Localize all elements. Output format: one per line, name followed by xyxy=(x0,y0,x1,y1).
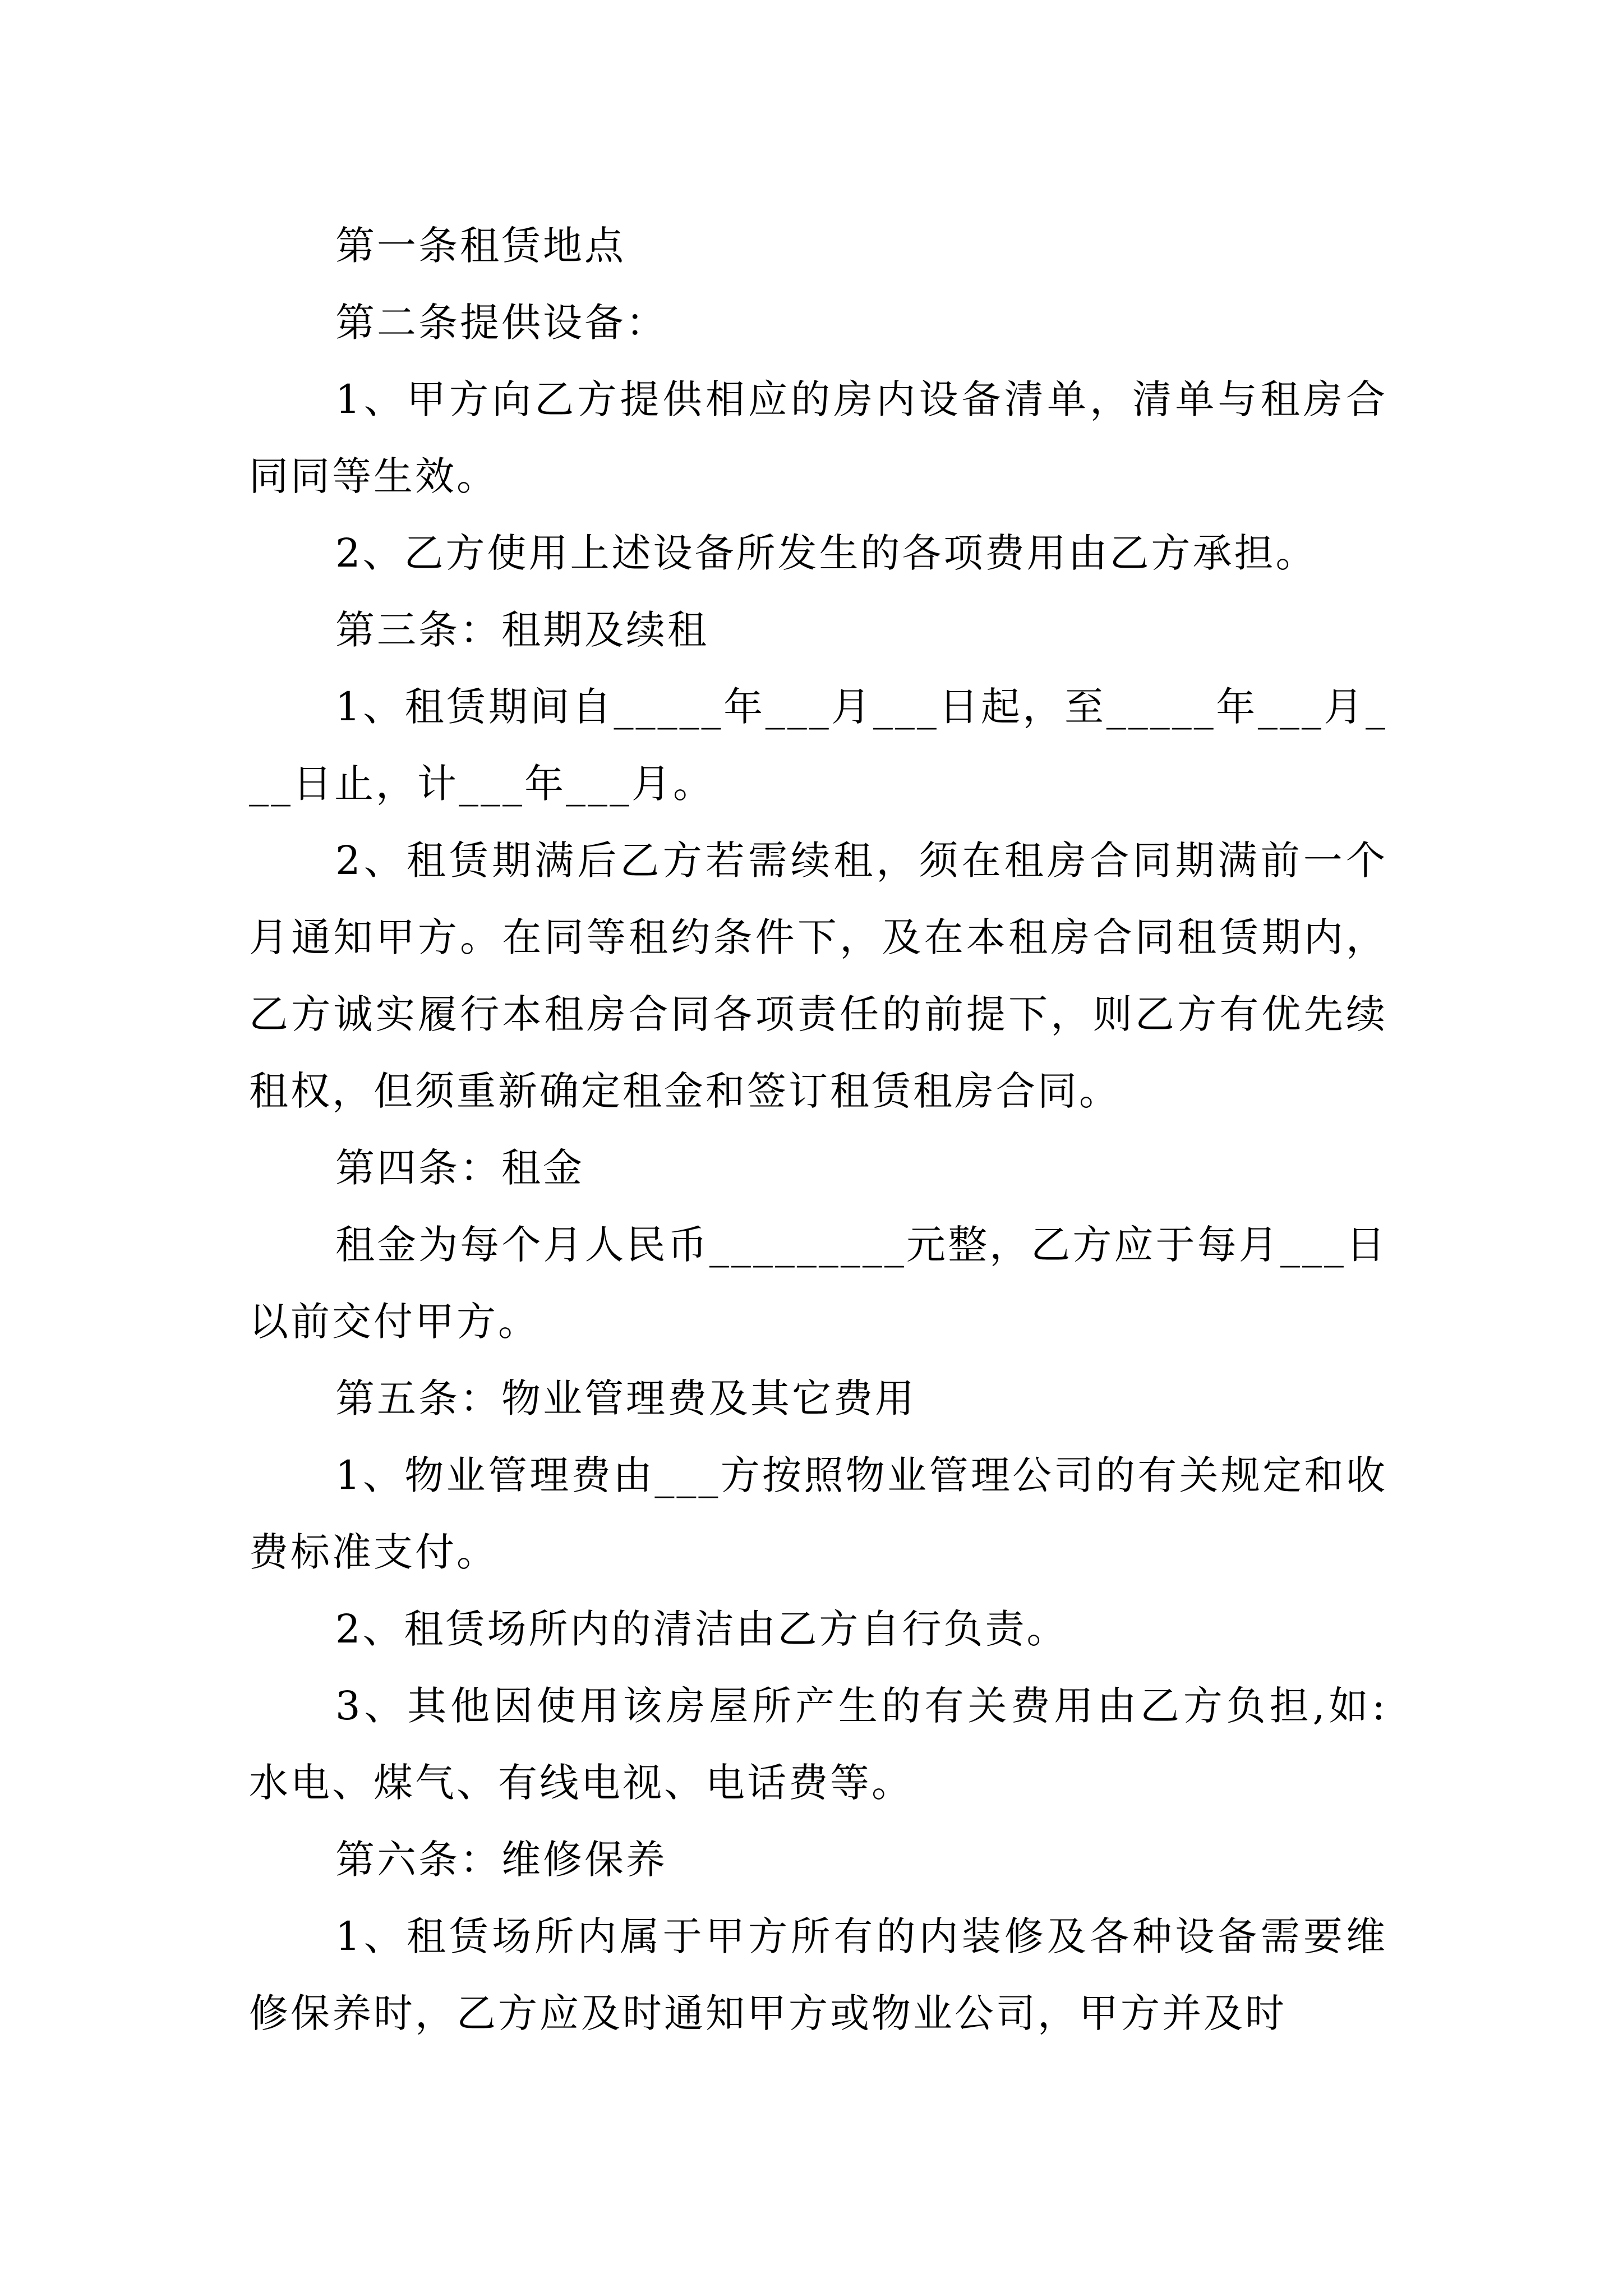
article-1-heading: 第一条租赁地点 xyxy=(335,223,626,269)
article-6-heading: 第六条：维修保养 xyxy=(335,1837,667,1883)
article-2-heading: 第二条提供设备： xyxy=(335,300,667,346)
document-body xyxy=(249,208,1387,2052)
article-2-clause-2: 2、乙方使用上述设备所发生的各项费用由乙方承担。 xyxy=(335,530,1317,576)
article-6-clause-1: 1、租赁场所内属于甲方所有的内装修及各种设备需要维修保养时，乙方应及时通知甲方或物业公司，甲方并及时 xyxy=(249,1913,1387,2036)
article-3-heading: 第三条：租期及续租 xyxy=(335,607,709,653)
article-4-heading: 第四条：租金 xyxy=(335,1145,584,1191)
article-5-clause-1: 1、物业管理费由___方按照物业管理公司的有关规定和收费标准支付。 xyxy=(249,1452,1387,1575)
article-2-clause-1: 1、甲方向乙方提供相应的房内设备清单，清单与租房合同同等生效。 xyxy=(249,376,1387,499)
article-3-clause-1: 1、租赁期间自_____年___月___日起，至_____年___月___日止，计___年___月。 xyxy=(249,684,1387,807)
article-5-clause-3: 3、其他因使用该房屋所产生的有关费用由乙方负担,如:水电、煤气、有线电视、电话费等。 xyxy=(249,1683,1387,1806)
article-5-heading: 第五条：物业管理费及其它费用 xyxy=(335,1375,916,1421)
article-4-body: 租金为每个月人民币_________元整，乙方应于每月___日以前交付甲方。 xyxy=(249,1222,1387,1345)
article-3-clause-2: 2、租赁期满后乙方若需续租，须在租房合同期满前一个月通知甲方。在同等租约条件下，及在本租房合同租赁期内，乙方诚实履行本租房合同各项责任的前提下，则乙方有优先续租权，但须重新确定租金和签订租赁租房合同。 xyxy=(249,838,1387,1114)
article-5-clause-2: 2、租赁场所内的清洁由乙方自行负责。 xyxy=(335,1606,1068,1652)
